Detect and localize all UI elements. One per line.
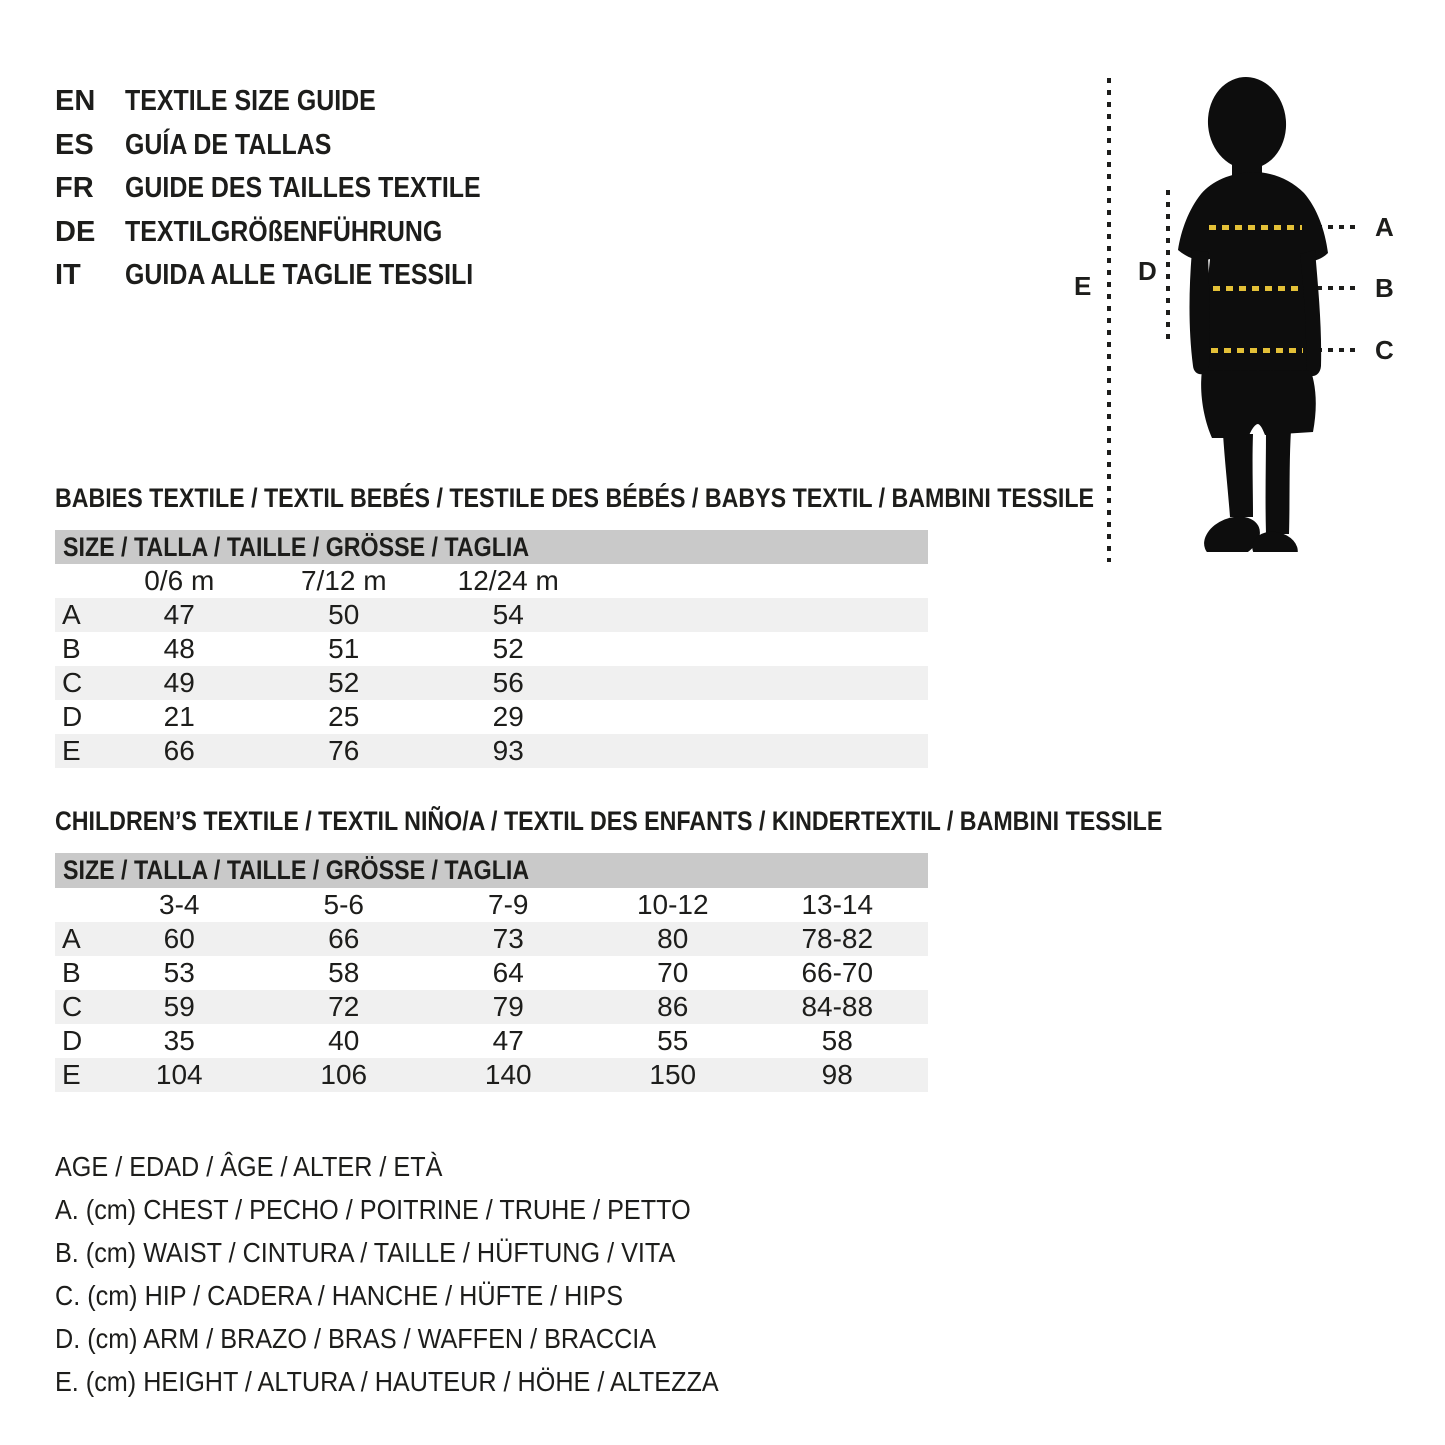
legend-arm-text: D. (cm) ARM / BRAZO / BRAS / WAFFEN / BRACCIA (55, 1323, 657, 1354)
empty-cell (755, 700, 920, 734)
value-cell: 106 (320, 1059, 368, 1090)
empty-cell (755, 666, 920, 700)
value-cell: 79 (492, 991, 524, 1022)
value-cell: 53 (163, 957, 195, 988)
value-cell: 104 (155, 1059, 203, 1090)
children-section-heading (55, 806, 1343, 836)
children-row-a (55, 922, 928, 956)
children-row-e (55, 1058, 928, 1092)
babies-column-header-row (55, 564, 928, 598)
value-cell: 48 (163, 633, 195, 664)
value-cell: 52 (328, 667, 360, 698)
empty-cell (591, 734, 756, 768)
children-row-d (55, 1024, 928, 1058)
children-col-13-14: 13-14 (801, 889, 874, 920)
language-title-block (55, 80, 539, 298)
babies-col-12-24m: 12/24 m (457, 565, 559, 596)
children-row-b (55, 956, 928, 990)
empty-cell (591, 632, 756, 666)
legend-hip (55, 1274, 792, 1317)
value-cell: 58 (328, 957, 360, 988)
babies-col-7-12m: 7/12 m (300, 565, 387, 596)
children-heading-text: CHILDREN’S TEXTILE / TEXTIL NIÑO/A / TEXTIL DES ENFANTS / KINDERTEXTIL / BAMBINI TESSILE (55, 806, 1163, 836)
legend-chest (55, 1188, 792, 1231)
guide-title-es: GUÍA DE TALLAS (125, 128, 332, 161)
language-code: ES (55, 128, 94, 161)
value-cell: 93 (492, 735, 524, 766)
value-cell: 80 (657, 923, 689, 954)
legend-waist-text: B. (cm) WAIST / CINTURA / TAILLE / HÜFTUNG / VITA (55, 1237, 676, 1268)
children-size-table (55, 853, 928, 1092)
legend-age (55, 1145, 792, 1188)
legend-height-text: E. (cm) HEIGHT / ALTURA / HAUTEUR / HÖHE / ALTEZZA (55, 1366, 719, 1397)
guide-title-de: TEXTILGRÖßENFÜHRUNG (125, 215, 443, 248)
children-row-c (55, 990, 928, 1024)
children-column-header-row (55, 888, 928, 922)
value-cell: 47 (492, 1025, 524, 1056)
row-letter: E (62, 1059, 81, 1090)
value-cell: 86 (657, 991, 689, 1022)
value-cell: 72 (328, 991, 360, 1022)
legend-chest-text: A. (cm) CHEST / PECHO / POITRINE / TRUHE / PETTO (55, 1194, 691, 1225)
babies-row-c (55, 666, 928, 700)
empty-cell (55, 888, 97, 922)
chest-measure-dash-a (1209, 225, 1302, 230)
value-cell: 84-88 (801, 991, 874, 1022)
children-col-5-6: 5-6 (323, 889, 364, 920)
row-letter: D (62, 701, 83, 732)
value-cell: 76 (328, 735, 360, 766)
empty-cell (755, 632, 920, 666)
guide-title-fr: GUIDE DES TAILLES TEXTILE (125, 172, 481, 205)
value-cell: 40 (328, 1025, 360, 1056)
label-c: C (1375, 335, 1394, 365)
babies-size-header-text: SIZE / TALLA / TAILLE / GRÖSSE / TAGLIA (63, 532, 530, 562)
empty-cell (755, 564, 920, 598)
value-cell: 55 (657, 1025, 689, 1056)
legend-arm (55, 1317, 792, 1360)
value-cell: 51 (328, 633, 360, 664)
language-row-en (55, 80, 539, 124)
value-cell: 78-82 (801, 923, 874, 954)
value-cell: 49 (163, 667, 195, 698)
language-row-it (55, 254, 539, 298)
empty-cell (591, 598, 756, 632)
legend-height (55, 1360, 792, 1403)
value-cell: 52 (492, 633, 524, 664)
value-cell: 21 (163, 701, 195, 732)
value-cell: 47 (163, 599, 195, 630)
row-letter: A (62, 599, 81, 630)
babies-row-d (55, 700, 928, 734)
value-cell: 98 (821, 1059, 853, 1090)
label-d: D (1138, 256, 1157, 286)
children-col-7-9: 7-9 (488, 889, 529, 920)
row-letter: E (62, 735, 81, 766)
value-cell: 25 (328, 701, 360, 732)
row-letter: C (62, 991, 83, 1022)
value-cell: 66 (328, 923, 360, 954)
label-b: B (1375, 273, 1394, 303)
language-row-fr (55, 167, 539, 211)
empty-cell (591, 700, 756, 734)
value-cell: 35 (163, 1025, 195, 1056)
language-row-es (55, 124, 539, 168)
babies-size-table (55, 530, 928, 768)
value-cell: 29 (492, 701, 524, 732)
row-letter: B (62, 633, 81, 664)
babies-row-e (55, 734, 928, 768)
value-cell: 66 (163, 735, 195, 766)
children-col-3-4: 3-4 (159, 889, 200, 920)
value-cell: 58 (821, 1025, 853, 1056)
children-col-10-12: 10-12 (636, 889, 709, 920)
babies-heading-text: BABIES TEXTILE / TEXTIL BEBÉS / TESTILE DES BÉBÉS / BABYS TEXTIL / BAMBINI TESSILE (55, 483, 1095, 513)
row-letter: C (62, 667, 83, 698)
row-letter: B (62, 957, 81, 988)
empty-cell (591, 564, 756, 598)
value-cell: 60 (163, 923, 195, 954)
language-code: IT (55, 259, 81, 292)
value-cell: 140 (484, 1059, 532, 1090)
legend-age-text: AGE / EDAD / ÂGE / ALTER / ETÀ (55, 1151, 443, 1182)
language-code: DE (55, 215, 96, 248)
value-cell: 66-70 (801, 957, 874, 988)
row-letter: D (62, 1025, 83, 1056)
row-letter: A (62, 923, 81, 954)
empty-cell (591, 666, 756, 700)
hip-measure-dash-c (1211, 348, 1303, 353)
label-a: A (1375, 212, 1394, 242)
children-size-header-text: SIZE / TALLA / TAILLE / GRÖSSE / TAGLIA (63, 855, 530, 885)
label-e: E (1074, 271, 1092, 301)
measurement-legend (55, 1145, 792, 1403)
guide-title-it: GUIDA ALLE TAGLIE TESSILI (125, 259, 474, 292)
empty-cell (55, 564, 97, 598)
value-cell: 70 (657, 957, 689, 988)
value-cell: 73 (492, 923, 524, 954)
value-cell: 64 (492, 957, 524, 988)
babies-section-heading (55, 483, 1263, 513)
babies-row-a (55, 598, 928, 632)
language-row-de (55, 211, 539, 255)
legend-waist (55, 1231, 792, 1274)
child-silhouette (1168, 72, 1338, 552)
value-cell: 150 (649, 1059, 697, 1090)
value-cell: 54 (492, 599, 524, 630)
babies-size-header-bar (55, 530, 928, 564)
value-cell: 59 (163, 991, 195, 1022)
empty-cell (755, 598, 920, 632)
guide-title-en: TEXTILE SIZE GUIDE (125, 85, 376, 118)
language-code: EN (55, 85, 96, 118)
value-cell: 50 (328, 599, 360, 630)
legend-hip-text: C. (cm) HIP / CADERA / HANCHE / HÜFTE / HIPS (55, 1280, 623, 1311)
babies-row-b (55, 632, 928, 666)
language-code: FR (55, 172, 94, 205)
value-cell: 56 (492, 667, 524, 698)
children-size-header-bar (55, 853, 928, 888)
empty-cell (755, 734, 920, 768)
babies-col-0-6m: 0/6 m (144, 565, 215, 596)
waist-measure-dash-b (1213, 286, 1300, 291)
